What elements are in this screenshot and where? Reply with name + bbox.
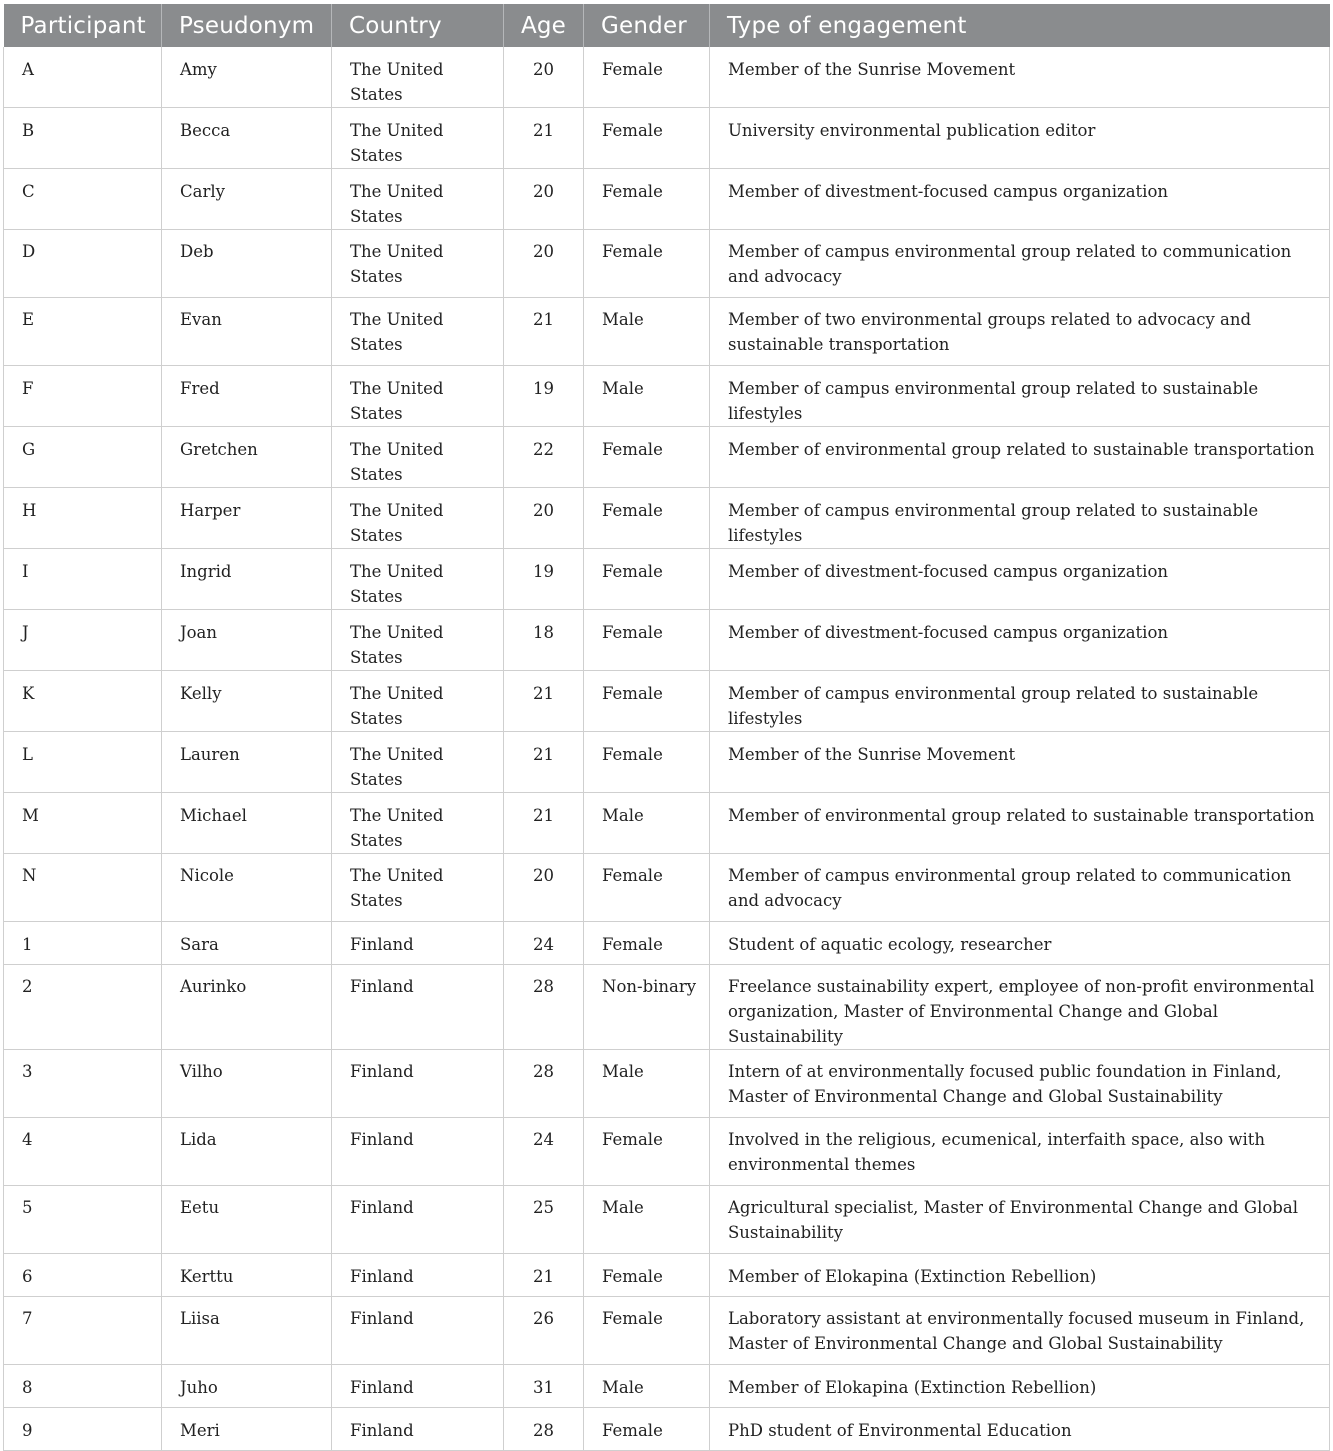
cell-age: 19 — [504, 366, 584, 427]
table-header — [4, 4, 1330, 47]
cell-participant: A — [4, 47, 162, 108]
cell-gender: Female — [584, 854, 710, 922]
cell-gender: Female — [584, 549, 710, 610]
cell-pseudonym: Vilho — [162, 1050, 332, 1118]
cell-age: 28 — [504, 965, 584, 1050]
cell-engagement: Member of campus environmental group related to sustainable lifestyles — [710, 366, 1330, 427]
cell-gender: Female — [584, 488, 710, 549]
cell-gender: Female — [584, 230, 710, 298]
cell-age: 21 — [504, 1254, 584, 1297]
cell-country: The United States — [332, 793, 504, 854]
cell-participant: 7 — [4, 1297, 162, 1365]
cell-age: 21 — [504, 671, 584, 732]
cell-engagement: Member of two environmental groups related to advocacy and sustainable transportation — [710, 298, 1330, 366]
cell-gender: Female — [584, 1118, 710, 1186]
cell-engagement: Laboratory assistant at environmentally focused museum in Finland, Master of Environmental Change and Global Sustainability — [710, 1297, 1330, 1365]
cell-gender: Male — [584, 1050, 710, 1118]
cell-age: 31 — [504, 1365, 584, 1408]
cell-pseudonym: Joan — [162, 610, 332, 671]
cell-country: The United States — [332, 854, 504, 922]
cell-participant: I — [4, 549, 162, 610]
table-row — [4, 488, 1330, 549]
header-engagement: Type of engagement — [710, 4, 1330, 47]
cell-participant: 3 — [4, 1050, 162, 1118]
table-row — [4, 1050, 1330, 1118]
participants-table — [3, 4, 1330, 1451]
cell-age: 28 — [504, 1050, 584, 1118]
cell-pseudonym: Nicole — [162, 854, 332, 922]
cell-age: 20 — [504, 230, 584, 298]
cell-country: The United States — [332, 427, 504, 488]
cell-pseudonym: Kerttu — [162, 1254, 332, 1297]
table-row — [4, 366, 1330, 427]
table-row — [4, 610, 1330, 671]
cell-age: 26 — [504, 1297, 584, 1365]
cell-gender: Male — [584, 793, 710, 854]
cell-country: Finland — [332, 1118, 504, 1186]
cell-participant: 2 — [4, 965, 162, 1050]
cell-country: The United States — [332, 108, 504, 169]
cell-participant: 5 — [4, 1186, 162, 1254]
cell-country: The United States — [332, 488, 504, 549]
cell-participant: K — [4, 671, 162, 732]
cell-country: Finland — [332, 922, 504, 965]
table-row — [4, 1118, 1330, 1186]
cell-country: Finland — [332, 1297, 504, 1365]
cell-pseudonym: Fred — [162, 366, 332, 427]
cell-participant: N — [4, 854, 162, 922]
header-row — [4, 4, 1330, 47]
table-row — [4, 854, 1330, 922]
cell-country: The United States — [332, 169, 504, 230]
cell-country: The United States — [332, 298, 504, 366]
table-row — [4, 1365, 1330, 1408]
cell-pseudonym: Deb — [162, 230, 332, 298]
cell-participant: 1 — [4, 922, 162, 965]
table-row — [4, 298, 1330, 366]
cell-participant: M — [4, 793, 162, 854]
cell-age: 21 — [504, 298, 584, 366]
table-row — [4, 671, 1330, 732]
cell-pseudonym: Juho — [162, 1365, 332, 1408]
cell-pseudonym: Eetu — [162, 1186, 332, 1254]
cell-country: Finland — [332, 1365, 504, 1408]
cell-gender: Female — [584, 1254, 710, 1297]
cell-participant: H — [4, 488, 162, 549]
cell-pseudonym: Liisa — [162, 1297, 332, 1365]
cell-engagement: Member of campus environmental group related to communication and advocacy — [710, 854, 1330, 922]
cell-gender: Female — [584, 108, 710, 169]
cell-country: The United States — [332, 230, 504, 298]
cell-participant: L — [4, 732, 162, 793]
cell-age: 21 — [504, 732, 584, 793]
cell-age: 20 — [504, 488, 584, 549]
cell-age: 21 — [504, 793, 584, 854]
cell-age: 18 — [504, 610, 584, 671]
cell-engagement: Freelance sustainability expert, employee of non-profit environmental organization, Master of Environmental Change and Global Sustainability — [710, 965, 1330, 1050]
cell-country: The United States — [332, 549, 504, 610]
cell-engagement: Member of campus environmental group related to sustainable lifestyles — [710, 671, 1330, 732]
cell-age: 20 — [504, 854, 584, 922]
header-participant: Participant — [4, 4, 162, 47]
cell-gender: Male — [584, 298, 710, 366]
cell-gender: Male — [584, 1365, 710, 1408]
header-pseudonym: Pseudonym — [162, 4, 332, 47]
cell-gender: Female — [584, 427, 710, 488]
header-gender: Gender — [584, 4, 710, 47]
cell-participant: 9 — [4, 1408, 162, 1451]
table-row — [4, 47, 1330, 108]
table-row — [4, 549, 1330, 610]
cell-gender: Female — [584, 610, 710, 671]
cell-participant: 6 — [4, 1254, 162, 1297]
cell-country: Finland — [332, 1186, 504, 1254]
cell-age: 21 — [504, 108, 584, 169]
cell-country: The United States — [332, 610, 504, 671]
cell-pseudonym: Michael — [162, 793, 332, 854]
cell-engagement: PhD student of Environmental Education — [710, 1408, 1330, 1451]
cell-country: The United States — [332, 671, 504, 732]
cell-country: The United States — [332, 47, 504, 108]
header-age: Age — [504, 4, 584, 47]
table-row — [4, 793, 1330, 854]
cell-pseudonym: Evan — [162, 298, 332, 366]
cell-age: 28 — [504, 1408, 584, 1451]
cell-participant: F — [4, 366, 162, 427]
cell-gender: Male — [584, 366, 710, 427]
cell-gender: Non-binary — [584, 965, 710, 1050]
cell-pseudonym: Harper — [162, 488, 332, 549]
cell-pseudonym: Aurinko — [162, 965, 332, 1050]
cell-country: The United States — [332, 366, 504, 427]
table-row — [4, 1297, 1330, 1365]
cell-pseudonym: Gretchen — [162, 427, 332, 488]
cell-age: 20 — [504, 169, 584, 230]
table-row — [4, 1408, 1330, 1451]
cell-participant: J — [4, 610, 162, 671]
cell-pseudonym: Carly — [162, 169, 332, 230]
table-row — [4, 732, 1330, 793]
cell-participant: E — [4, 298, 162, 366]
cell-age: 25 — [504, 1186, 584, 1254]
cell-participant: 8 — [4, 1365, 162, 1408]
cell-pseudonym: Ingrid — [162, 549, 332, 610]
cell-engagement: Member of the Sunrise Movement — [710, 732, 1330, 793]
cell-country: Finland — [332, 1050, 504, 1118]
cell-gender: Female — [584, 922, 710, 965]
cell-age: 22 — [504, 427, 584, 488]
cell-engagement: University environmental publication editor — [710, 108, 1330, 169]
cell-engagement: Member of Elokapina (Extinction Rebellion) — [710, 1254, 1330, 1297]
table-row — [4, 1186, 1330, 1254]
cell-engagement: Member of divestment-focused campus organization — [710, 549, 1330, 610]
cell-gender: Female — [584, 1297, 710, 1365]
cell-pseudonym: Sara — [162, 922, 332, 965]
table-row — [4, 169, 1330, 230]
table-row — [4, 108, 1330, 169]
table-row — [4, 922, 1330, 965]
participants-table-container — [3, 4, 1329, 1451]
cell-engagement: Member of environmental group related to sustainable transportation — [710, 427, 1330, 488]
cell-age: 24 — [504, 922, 584, 965]
cell-engagement: Member of divestment-focused campus organization — [710, 610, 1330, 671]
cell-gender: Male — [584, 1186, 710, 1254]
cell-country: Finland — [332, 1408, 504, 1451]
cell-pseudonym: Kelly — [162, 671, 332, 732]
cell-engagement: Involved in the religious, ecumenical, interfaith space, also with environmental themes — [710, 1118, 1330, 1186]
cell-participant: G — [4, 427, 162, 488]
cell-engagement: Member of divestment-focused campus organization — [710, 169, 1330, 230]
cell-age: 20 — [504, 47, 584, 108]
cell-pseudonym: Meri — [162, 1408, 332, 1451]
cell-pseudonym: Amy — [162, 47, 332, 108]
cell-gender: Female — [584, 732, 710, 793]
cell-participant: B — [4, 108, 162, 169]
cell-gender: Female — [584, 671, 710, 732]
cell-gender: Female — [584, 169, 710, 230]
cell-engagement: Member of environmental group related to sustainable transportation — [710, 793, 1330, 854]
cell-engagement: Member of the Sunrise Movement — [710, 47, 1330, 108]
cell-country: The United States — [332, 732, 504, 793]
cell-pseudonym: Lida — [162, 1118, 332, 1186]
cell-pseudonym: Lauren — [162, 732, 332, 793]
cell-engagement: Member of campus environmental group related to sustainable lifestyles — [710, 488, 1330, 549]
table-row — [4, 965, 1330, 1050]
cell-engagement: Intern of at environmentally focused public foundation in Finland, Master of Environmental Change and Global Sustainability — [710, 1050, 1330, 1118]
cell-gender: Female — [584, 47, 710, 108]
header-country: Country — [332, 4, 504, 47]
cell-engagement: Agricultural specialist, Master of Environmental Change and Global Sustainability — [710, 1186, 1330, 1254]
cell-country: Finland — [332, 1254, 504, 1297]
cell-pseudonym: Becca — [162, 108, 332, 169]
cell-participant: 4 — [4, 1118, 162, 1186]
cell-engagement: Student of aquatic ecology, researcher — [710, 922, 1330, 965]
cell-engagement: Member of Elokapina (Extinction Rebellion) — [710, 1365, 1330, 1408]
cell-gender: Female — [584, 1408, 710, 1451]
table-row — [4, 230, 1330, 298]
cell-participant: D — [4, 230, 162, 298]
cell-age: 24 — [504, 1118, 584, 1186]
cell-country: Finland — [332, 965, 504, 1050]
table-row — [4, 1254, 1330, 1297]
cell-engagement: Member of campus environmental group related to communication and advocacy — [710, 230, 1330, 298]
table-row — [4, 427, 1330, 488]
cell-age: 19 — [504, 549, 584, 610]
cell-participant: C — [4, 169, 162, 230]
